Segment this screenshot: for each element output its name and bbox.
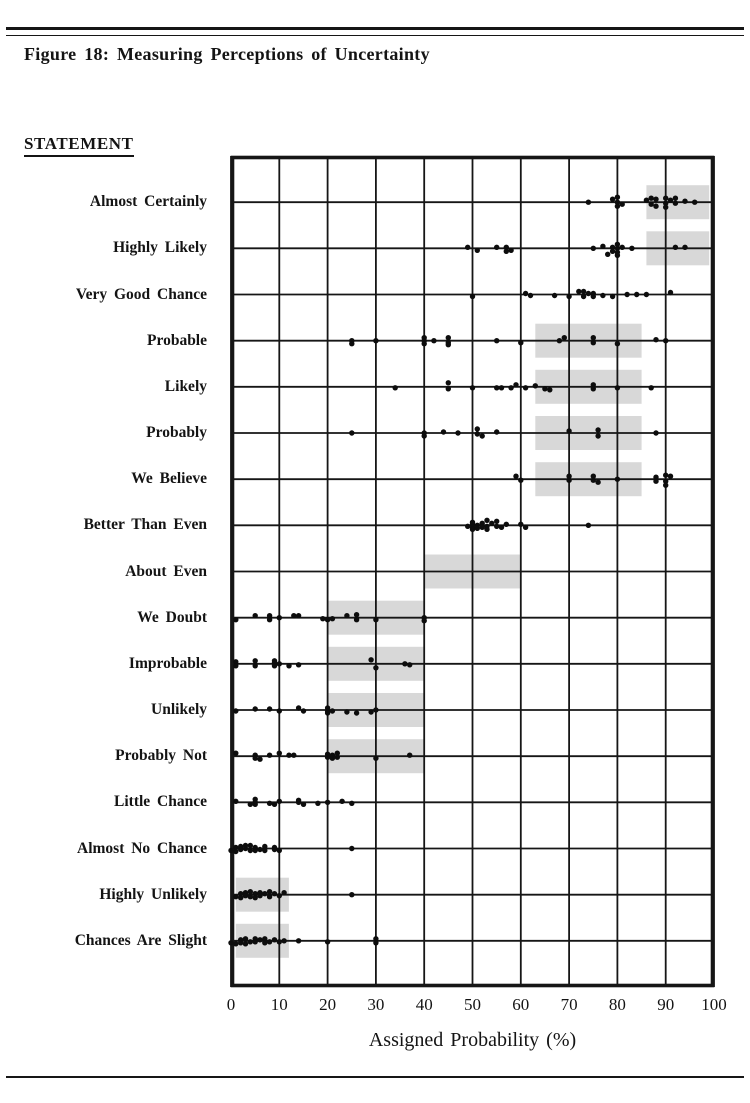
- data-point: [325, 939, 330, 944]
- x-tick-30: 30: [367, 995, 385, 1014]
- data-point: [446, 386, 451, 391]
- chart-area: [231, 156, 714, 987]
- data-point: [330, 616, 335, 621]
- data-point: [253, 613, 258, 618]
- data-point: [248, 889, 253, 894]
- data-point: [600, 244, 605, 249]
- data-point: [281, 938, 286, 943]
- data-point: [533, 383, 538, 388]
- x-tick-60: 60: [512, 995, 530, 1014]
- data-point: [523, 525, 528, 530]
- data-point: [296, 938, 301, 943]
- data-point: [344, 613, 349, 618]
- data-point: [595, 433, 600, 438]
- data-point: [248, 848, 253, 853]
- data-point: [238, 847, 243, 852]
- data-point: [262, 940, 267, 945]
- data-point: [243, 893, 248, 898]
- data-point: [446, 335, 451, 340]
- x-tick-10: 10: [270, 995, 288, 1014]
- data-point: [668, 290, 673, 295]
- data-point: [272, 891, 277, 896]
- data-point: [257, 847, 262, 852]
- data-point: [615, 204, 620, 209]
- scatter-chart: [231, 156, 714, 987]
- data-point: [566, 478, 571, 483]
- data-point: [243, 846, 248, 851]
- data-point: [349, 430, 354, 435]
- data-point: [581, 289, 586, 294]
- row-label-probably: Probably: [146, 424, 207, 441]
- data-point: [475, 248, 480, 253]
- data-point: [441, 429, 446, 434]
- data-point: [523, 291, 528, 296]
- data-point: [649, 385, 654, 390]
- data-point: [248, 843, 253, 848]
- data-point: [620, 202, 625, 207]
- data-point: [233, 663, 238, 668]
- data-point: [615, 195, 620, 200]
- data-point: [325, 800, 330, 805]
- data-point: [325, 755, 330, 760]
- data-point: [566, 294, 571, 299]
- data-point: [373, 338, 378, 343]
- data-point: [253, 939, 258, 944]
- data-point: [267, 939, 272, 944]
- data-point: [605, 252, 610, 257]
- data-point: [682, 199, 687, 204]
- data-point: [277, 615, 282, 620]
- data-point: [668, 198, 673, 203]
- data-point: [402, 661, 407, 666]
- data-point: [368, 657, 373, 662]
- data-point: [267, 706, 272, 711]
- data-point: [615, 385, 620, 390]
- data-point: [248, 802, 253, 807]
- data-point: [446, 342, 451, 347]
- data-point: [653, 479, 658, 484]
- data-point: [291, 753, 296, 758]
- row-label-likely: Likely: [164, 377, 207, 395]
- data-point: [518, 478, 523, 483]
- data-point: [518, 522, 523, 527]
- data-point: [513, 474, 518, 479]
- data-point: [615, 341, 620, 346]
- x-tick-100: 100: [701, 995, 727, 1014]
- data-point: [484, 518, 489, 523]
- data-point: [253, 895, 258, 900]
- data-point: [393, 385, 398, 390]
- data-point: [267, 801, 272, 806]
- data-point: [253, 658, 258, 663]
- data-point: [277, 799, 282, 804]
- data-point: [422, 618, 427, 623]
- data-point: [373, 940, 378, 945]
- data-point: [494, 385, 499, 390]
- data-point: [668, 474, 673, 479]
- data-point: [277, 848, 282, 853]
- data-point: [407, 662, 412, 667]
- row-label-probably-not: Probably Not: [115, 747, 207, 765]
- x-tick-80: 80: [608, 995, 626, 1014]
- data-point: [243, 941, 248, 946]
- data-point: [335, 755, 340, 760]
- data-point: [465, 524, 470, 529]
- data-point: [373, 756, 378, 761]
- data-point: [257, 937, 262, 942]
- data-point: [262, 891, 267, 896]
- data-point: [354, 612, 359, 617]
- data-point: [692, 200, 697, 205]
- data-point: [349, 892, 354, 897]
- data-point: [267, 753, 272, 758]
- data-point: [610, 197, 615, 202]
- data-point: [552, 293, 557, 298]
- data-point: [286, 753, 291, 758]
- data-point: [653, 337, 658, 342]
- data-point: [253, 848, 258, 853]
- data-point: [591, 246, 596, 251]
- data-point: [238, 895, 243, 900]
- data-point: [591, 294, 596, 299]
- data-point: [243, 936, 248, 941]
- data-point: [233, 751, 238, 756]
- data-point: [233, 708, 238, 713]
- x-tick-70: 70: [560, 995, 578, 1014]
- row-label-unlikely: Unlikely: [151, 701, 207, 718]
- data-point: [272, 937, 277, 942]
- data-point: [528, 293, 533, 298]
- data-point: [586, 523, 591, 528]
- data-point: [663, 473, 668, 478]
- data-point: [233, 799, 238, 804]
- data-point: [373, 617, 378, 622]
- data-point: [547, 387, 552, 392]
- data-point: [248, 894, 253, 899]
- data-point: [233, 941, 238, 946]
- data-point: [228, 848, 233, 853]
- data-point: [499, 525, 504, 530]
- data-point: [315, 801, 320, 806]
- data-point: [615, 253, 620, 258]
- data-point: [330, 756, 335, 761]
- data-point: [591, 335, 596, 340]
- x-tick-20: 20: [319, 995, 337, 1014]
- data-point: [504, 522, 509, 527]
- data-point: [465, 245, 470, 250]
- x-tick-40: 40: [415, 995, 433, 1014]
- data-point: [494, 519, 499, 524]
- data-point: [610, 294, 615, 299]
- data-point: [238, 940, 243, 945]
- data-point: [475, 431, 480, 436]
- data-point: [373, 707, 378, 712]
- data-point: [301, 708, 306, 713]
- data-point: [267, 889, 272, 894]
- row-label-chances-are-slight: Chances Are Slight: [74, 931, 207, 949]
- data-point: [368, 709, 373, 714]
- data-point: [557, 338, 562, 343]
- data-point: [330, 708, 335, 713]
- data-point: [542, 386, 547, 391]
- data-point: [344, 709, 349, 714]
- data-point: [663, 205, 668, 210]
- data-point: [267, 894, 272, 899]
- data-point: [513, 382, 518, 387]
- data-point: [653, 430, 658, 435]
- row-label-about-even: About Even: [125, 562, 207, 580]
- data-point: [354, 710, 359, 715]
- data-point: [339, 799, 344, 804]
- data-point: [272, 847, 277, 852]
- data-point: [475, 426, 480, 431]
- data-point: [673, 245, 678, 250]
- data-point: [291, 613, 296, 618]
- data-point: [349, 801, 354, 806]
- data-point: [508, 385, 513, 390]
- data-point: [272, 663, 277, 668]
- data-point: [591, 386, 596, 391]
- data-point: [248, 939, 253, 944]
- data-point: [277, 708, 282, 713]
- row-label-highly-likely: Highly Likely: [113, 239, 207, 257]
- data-point: [591, 340, 596, 345]
- data-point: [682, 245, 687, 250]
- data-point: [634, 292, 639, 297]
- row-label-little-chance: Little Chance: [114, 793, 207, 811]
- data-point: [620, 245, 625, 250]
- data-point: [494, 338, 499, 343]
- data-point: [281, 890, 286, 895]
- row-label-almost-no-chance: Almost No Chance: [77, 839, 207, 857]
- data-point: [595, 480, 600, 485]
- data-point: [653, 204, 658, 209]
- data-point: [325, 617, 330, 622]
- data-point: [286, 663, 291, 668]
- data-point: [649, 196, 654, 201]
- data-point: [624, 292, 629, 297]
- data-point: [431, 338, 436, 343]
- data-point: [504, 249, 509, 254]
- data-point: [562, 335, 567, 340]
- data-point: [591, 478, 596, 483]
- data-point: [576, 289, 581, 294]
- row-label-highly-unlikely: Highly Unlikely: [99, 885, 207, 903]
- data-point: [673, 201, 678, 206]
- data-point: [518, 340, 523, 345]
- data-point: [595, 427, 600, 432]
- data-point: [480, 525, 485, 530]
- data-point: [494, 524, 499, 529]
- data-point: [349, 846, 354, 851]
- data-point: [480, 433, 485, 438]
- data-point: [644, 292, 649, 297]
- data-point: [320, 616, 325, 621]
- data-point: [470, 294, 475, 299]
- data-point: [277, 661, 282, 666]
- data-point: [257, 893, 262, 898]
- data-point: [277, 893, 282, 898]
- data-point: [277, 751, 282, 756]
- row-label-we-doubt: We Doubt: [137, 608, 207, 626]
- data-point: [653, 197, 658, 202]
- row-label-probable: Probable: [147, 331, 207, 349]
- data-point: [446, 380, 451, 385]
- data-point: [566, 428, 571, 433]
- data-point: [296, 705, 301, 710]
- data-point: [253, 756, 258, 761]
- data-point: [615, 477, 620, 482]
- data-point: [253, 706, 258, 711]
- data-point: [629, 246, 634, 251]
- x-tick-50: 50: [464, 995, 481, 1014]
- data-point: [475, 526, 480, 531]
- data-point: [586, 200, 591, 205]
- x-tick-0: 0: [226, 995, 236, 1014]
- data-point: [253, 802, 258, 807]
- data-point: [663, 483, 668, 488]
- data-point: [663, 338, 668, 343]
- data-point: [373, 665, 378, 670]
- data-point: [494, 429, 499, 434]
- statement-header: STATEMENT: [24, 134, 134, 157]
- data-point: [407, 753, 412, 758]
- data-point: [663, 196, 668, 201]
- row-label-we-believe: We Believe: [131, 470, 207, 488]
- data-point: [422, 341, 427, 346]
- data-point: [600, 293, 605, 298]
- data-point: [233, 894, 238, 899]
- data-point: [228, 940, 233, 945]
- data-point: [523, 385, 528, 390]
- data-point: [267, 617, 272, 622]
- data-point: [644, 198, 649, 203]
- row-label-better-than-even: Better Than Even: [83, 516, 207, 534]
- data-point: [508, 248, 513, 253]
- data-point: [257, 757, 262, 762]
- figure-title: Figure 18: Measuring Perceptions of Uncertainty: [24, 44, 430, 64]
- bottom-rule: [6, 1076, 744, 1078]
- data-point: [673, 196, 678, 201]
- x-tick-90: 90: [657, 995, 675, 1014]
- data-point: [301, 802, 306, 807]
- data-point: [354, 617, 359, 622]
- data-point: [610, 249, 615, 254]
- data-point: [272, 802, 277, 807]
- data-point: [422, 433, 427, 438]
- data-point: [233, 849, 238, 854]
- data-point: [470, 385, 475, 390]
- data-point: [296, 613, 301, 618]
- data-point: [649, 202, 654, 207]
- row-labels: [0, 0, 207, 1000]
- data-point: [325, 710, 330, 715]
- data-point: [499, 385, 504, 390]
- data-point: [262, 848, 267, 853]
- data-point: [455, 430, 460, 435]
- data-point: [470, 527, 475, 532]
- data-point: [581, 294, 586, 299]
- row-label-almost-certainly: Almost Certainly: [89, 193, 207, 211]
- row-label-improbable: Improbable: [128, 654, 207, 672]
- data-point: [349, 341, 354, 346]
- data-point: [253, 663, 258, 668]
- data-point: [296, 662, 301, 667]
- data-point: [489, 521, 494, 526]
- row-label-very-good-chance: Very Good Chance: [75, 285, 207, 303]
- data-point: [296, 800, 301, 805]
- data-point: [277, 939, 282, 944]
- x-axis-label: Assigned Probability (%): [368, 1029, 577, 1051]
- data-point: [586, 291, 591, 296]
- data-point: [484, 527, 489, 532]
- data-point: [233, 617, 238, 622]
- data-point: [494, 245, 499, 250]
